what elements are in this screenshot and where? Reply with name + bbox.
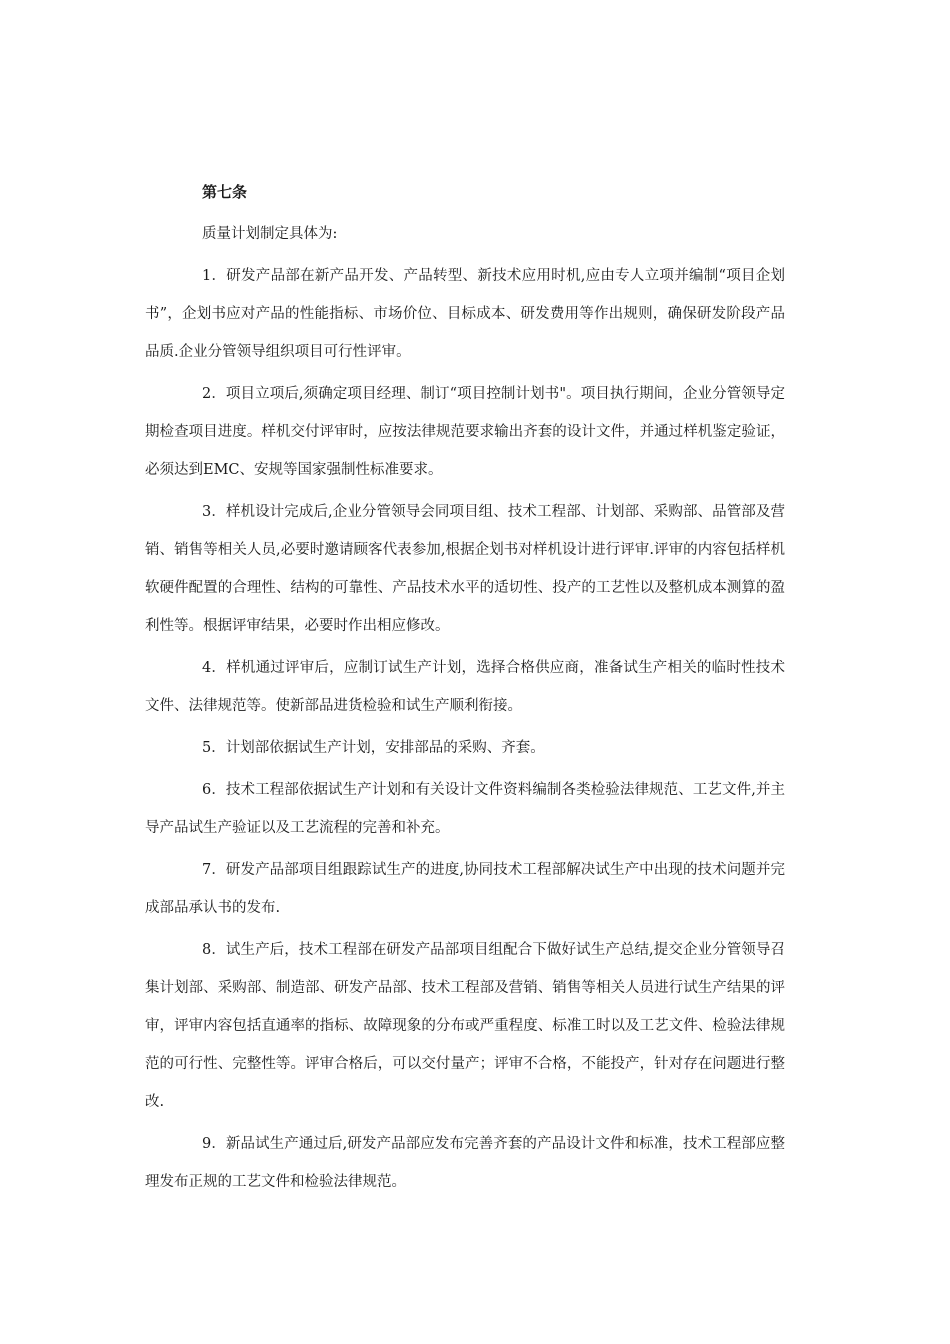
item-paragraph-8: 8．试生产后，技术工程部在研发产品部项目组配合下做好试生产总结,提交企业分管领导召集计划部、采购部、制造部、研发产品部、技术工程部及营销、销售等相关人员进行试生产结果的评审，评审内容包括直通率的指标、故障现象的分布或严重程度、标准工时以及工艺文件、检验法律规范的可行性、完整性等。评审合格后，可以交付量产；评审不合格，不能投产，针对存在问题进行整改. bbox=[145, 942, 785, 1110]
item-paragraph-3: 3．样机设计完成后,企业分管领导会同项目组、技术工程部、计划部、采购部、品管部及营销、销售等相关人员,必要时邀请顾客代表参加,根据企划书对样机设计进行评审.评审的内容包括样机软硬件配置的合理性、结构的可靠性、产品技术水平的适切性、投产的工艺性以及整机成本测算的盈利性等。根据评审结果，必要时作出相应修改。 bbox=[145, 504, 785, 634]
article-heading: 第七条 bbox=[202, 183, 248, 201]
document-body bbox=[145, 177, 785, 1205]
item-paragraph-6: 6．技术工程部依据试生产计划和有关设计文件资料编制各类检验法律规范、工艺文件,并主导产品试生产验证以及工艺流程的完善和补充。 bbox=[145, 782, 785, 836]
item-paragraph-9: 9．新品试生产通过后,研发产品部应发布完善齐套的产品设计文件和标准，技术工程部应整理发布正规的工艺文件和检验法律规范。 bbox=[145, 1136, 785, 1190]
item-paragraph-4: 4．样机通过评审后，应制订试生产计划，选择合格供应商，准备试生产相关的临时性技术文件、法律规范等。使新部品进货检验和试生产顺利衔接。 bbox=[145, 660, 785, 714]
item-paragraph-5: 5．计划部依据试生产计划，安排部品的采购、齐套。 bbox=[202, 740, 545, 756]
item-paragraph-7: 7．研发产品部项目组跟踪试生产的进度,协同技术工程部解决试生产中出现的技术问题并完成部品承认书的发布. bbox=[145, 862, 785, 916]
item-paragraph-1: 1．研发产品部在新产品开发、产品转型、新技术应用时机,应由专人立项并编制“项目企划书”，企划书应对产品的性能指标、市场价位、目标成本、研发费用等作出规则，确保研发阶段产品品质.企业分管领导组织项目可行性评审。 bbox=[145, 268, 785, 360]
intro-paragraph: 质量计划制定具体为: bbox=[202, 226, 338, 242]
item-paragraph-2: 2．项目立项后,须确定项目经理、制订“项目控制计划书"。项目执行期间，企业分管领导定期检查项目进度。样机交付评审时，应按法律规范要求输出齐套的设计文件，并通过样机鉴定验证，必须达到EMC、安规等国家强制性标准要求。 bbox=[145, 386, 785, 478]
